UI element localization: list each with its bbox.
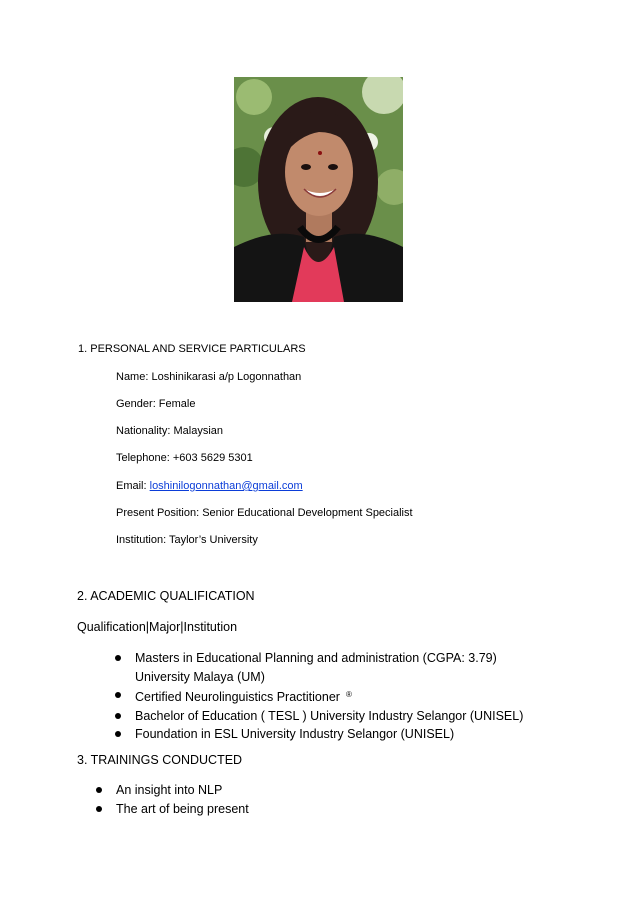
- profile-photo: [234, 77, 403, 302]
- email-link[interactable]: loshinilogonnathan@gmail.com: [149, 480, 303, 492]
- list-item: Masters in Educational Planning and administration (CGPA: 3.79) University Malaya (UM): [135, 649, 545, 686]
- list-item: Certified Neurolinguistics Practitioner ®: [135, 686, 545, 707]
- bullet-icon: [115, 655, 121, 661]
- institution-field: Institution: Taylor’s University: [116, 534, 258, 546]
- section-personal-heading: 1. PERSONAL AND SERVICE PARTICULARS: [78, 343, 306, 355]
- bullet-icon: [115, 713, 121, 719]
- list-item: The art of being present: [116, 800, 516, 819]
- name-field: Name: Loshinikarasi a/p Logonnathan: [116, 371, 302, 383]
- bullet-icon: [96, 806, 102, 812]
- list-item: Foundation in ESL University Industry Selangor (UNISEL): [135, 725, 545, 744]
- nationality-field: Nationality: Malaysian: [116, 425, 223, 437]
- bullet-icon: [96, 787, 102, 793]
- section-trainings-heading: 3. TRAININGS CONDUCTED: [77, 753, 243, 767]
- bullet-icon: [115, 692, 121, 698]
- qualification-columns: Qualification|Major|Institution: [77, 620, 238, 634]
- gender-field: Gender: Female: [116, 398, 196, 410]
- telephone-field: Telephone: +603 5629 5301: [116, 452, 253, 464]
- qualification-list: [135, 649, 545, 744]
- list-item: Bachelor of Education ( TESL ) University Industry Selangor (UNISEL): [135, 707, 545, 726]
- position-field: Present Position: Senior Educational Development Specialist: [116, 507, 413, 519]
- bullet-icon: [115, 731, 121, 737]
- email-field: [116, 480, 303, 492]
- trainings-list: [116, 781, 516, 818]
- registered-mark: ®: [345, 690, 352, 699]
- list-item: An insight into NLP: [116, 781, 516, 800]
- email-label: Email:: [116, 480, 150, 492]
- section-academic-heading: 2. ACADEMIC QUALIFICATION: [77, 589, 255, 603]
